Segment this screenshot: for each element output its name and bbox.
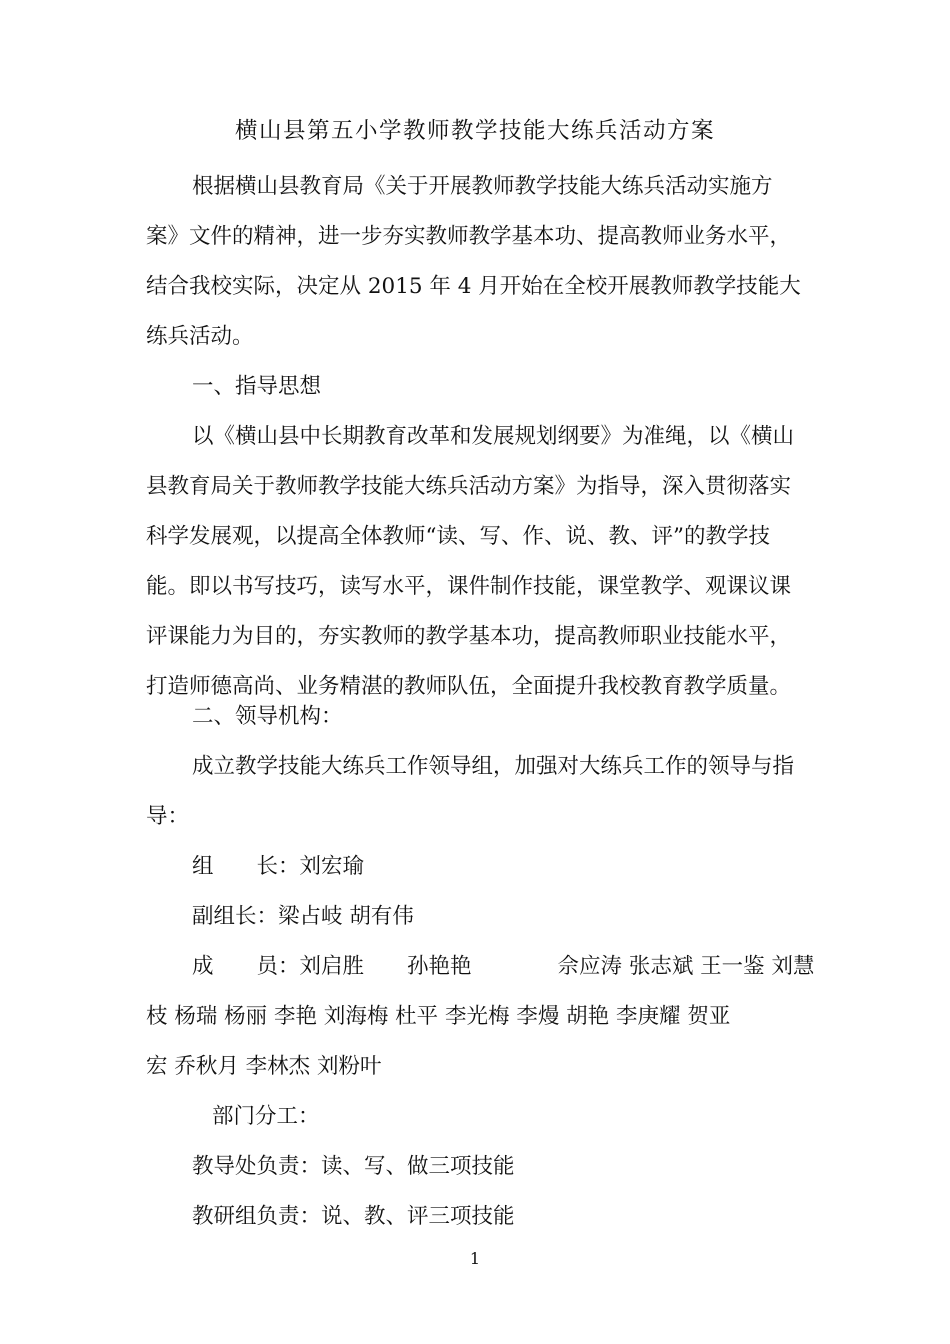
members-line-3: 宏 乔秋月 李林杰 刘粉叶 [146, 1054, 382, 1079]
section-2-line-2: 导： [146, 804, 190, 829]
section-1-line-6: 打造师德高尚、业务精湛的教师队伍，全面提升我校教育教学质量。 [146, 674, 792, 699]
members-line-2: 枝 杨瑞 杨丽 李艳 刘海梅 杜平 李光梅 李熳 胡艳 李庚耀 贺亚 [146, 1004, 731, 1029]
division-line-1: 教导处负责：读、写、做三项技能 [192, 1154, 515, 1179]
section-1-line-1: 以《横山县中长期教育改革和发展规划纲要》为准绳，以《横山 [192, 424, 795, 449]
section-2-heading: 二、领导机构： [192, 704, 343, 729]
intro-line-2: 案》文件的精神，进一步夯实教师教学基本功、提高教师业务水平， [146, 224, 792, 249]
division-heading: 部门分工： [212, 1104, 320, 1129]
document-title: 横山县第五小学教师教学技能大练兵活动方案 [234, 118, 715, 144]
division-line-2: 教研组负责：说、教、评三项技能 [192, 1204, 515, 1229]
intro-line-3: 结合我校实际，决定从 2015 年 4 月开始在全校开展教师教学技能大 [146, 274, 801, 299]
section-2-line-1: 成立教学技能大练兵工作领导组，加强对大练兵工作的领导与指 [192, 754, 795, 779]
section-1-line-5: 评课能力为目的，夯实教师的教学基本功，提高教师职业技能水平， [146, 624, 792, 649]
section-1-line-3: 科学发展观，以提高全体教师“读、写、作、说、教、评”的教学技 [146, 524, 770, 549]
page-number: 1 [469, 1249, 481, 1268]
section-1-heading: 一、指导思想 [192, 374, 322, 399]
section-1-line-4: 能。即以书写技巧，读写水平，课件制作技能，课堂教学、观课议课 [146, 574, 792, 599]
deputy-line: 副组长：梁占岐 胡有伟 [192, 904, 414, 929]
intro-line-1: 根据横山县教育局《关于开展教师教学技能大练兵活动实施方 [192, 174, 773, 199]
members-line-1: 成 员：刘启胜 孙艳艳 佘应涛 张志斌 王一鉴 刘慧 [192, 954, 815, 979]
section-1-line-2: 县教育局关于教师教学技能大练兵活动方案》为指导，深入贯彻落实 [146, 474, 792, 499]
leader-line: 组 长：刘宏瑜 [192, 854, 365, 879]
intro-line-4: 练兵活动。 [146, 324, 254, 349]
